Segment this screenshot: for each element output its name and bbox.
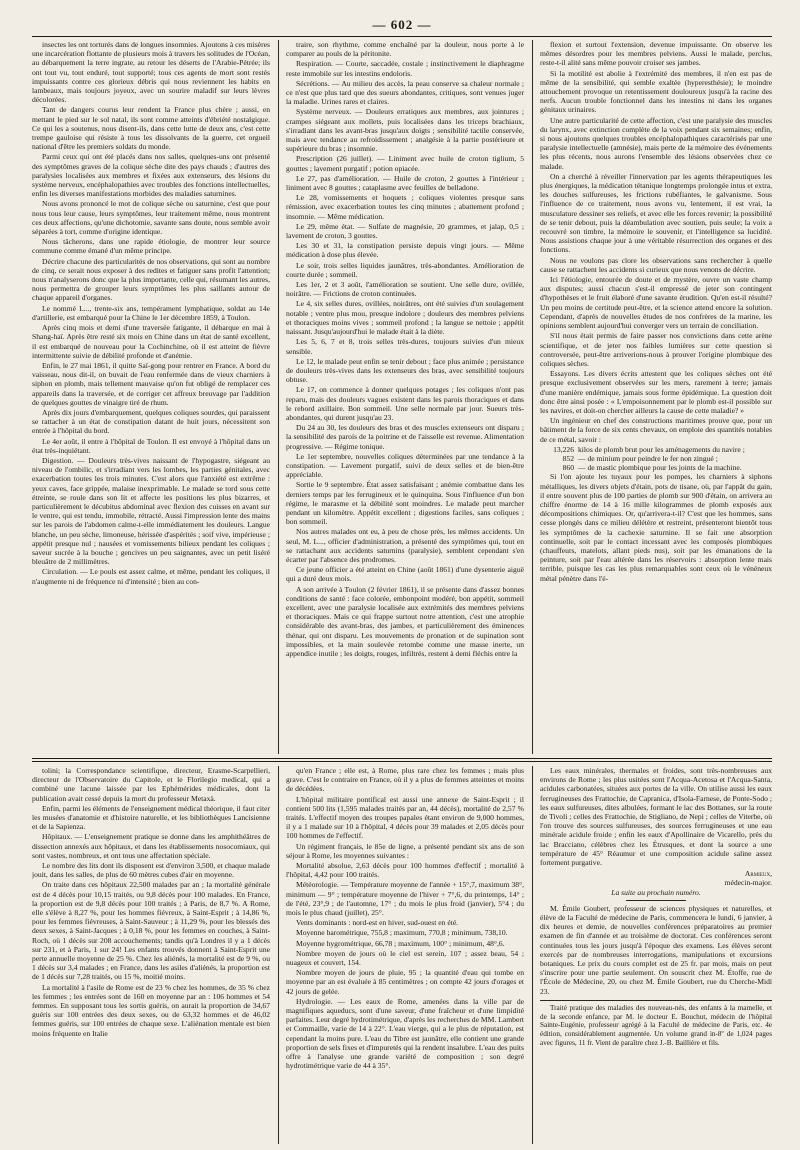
paragraph: Les 1er, 2 et 3 août, l'amélioration se soutient. Une selle dure, ovillée, noirâtre. — Frictions de croton continuées. xyxy=(286,280,524,299)
paragraph: Nous ne voulons pas clore les observations sans rechercher à quelle cause se rattachent les accidents si curieux que nous venons de décrire. xyxy=(540,255,772,274)
paragraph: Si la motilité est abolie à l'extrémité des membres, il n'en est pas de même de la sensibilité, qui semble exaltée (hyperesthésie); le moindre attouchement provoque un retentissement douloureux jusqu'à la racine des nerfs. Aucun trouble fonctionnel dans les intestins ni dans les organes génitaux urinaires. xyxy=(540,68,772,115)
lead-quantity: 13,226 xyxy=(553,444,574,454)
paragraph: Le 29, même état. — Sulfate de magnésie, 20 grammes, et jalap, 0,5 ; lavement de croton, 3 gouttes. xyxy=(286,221,524,241)
paragraph: A son arrivée à Toulon (2 février 1861), il se présente dans d'assez bonnes conditions de santé : face colorée, embonpoint modéré, bon appétit, sommeil excellent, avec une paralysie localisée aux extrémités des membres pelviens et thoraciques. Mais ce qui frappe surtout notre attention, c'est une atrophie considérable des avant-bras, des jambes, et particulièrement des éminences thénar, qui ont disparu. Les mouvements de pronation et de supination sont impossibles, et la main soulevée retombe comme une masse inerte, un appendice inutile ; les doigts, rouges, infiltrés, restent à demi fléchis entre la xyxy=(286,584,524,658)
paragraph: Enfin, parmi les éléments de l'enseignement médical théorique, il faut citer les musées d'anatomie et d'histoire naturelle, et les bibliothèques Lancisienne et de la Sapienza. xyxy=(32,803,270,832)
paragraph: Un régiment français, le 85e de ligne, a présenté pendant six ans de son séjour à Rome, les moyennes suivantes : xyxy=(286,841,524,860)
paragraph: Le 12, le malade peut enfin se tenir debout ; face plus animée ; persistance de douleurs très-vives dans les extenseurs des bras, avec sensibilité toujours obtuse. xyxy=(286,356,524,385)
lead-description: — de minium pour peindre le fer non zingué ; xyxy=(578,453,718,463)
column-3-bottom xyxy=(540,766,772,1144)
paragraph: qu'en France ; elle est, à Rome, plus rare chez les femmes ; mais plus grave. C'est le contraire en France, où il y a plus de femmes atteintes et moins de décédées. xyxy=(286,766,524,794)
paragraph: Météorologie. — Température moyenne de l'année + 15°,7, maximum 38°, minimum — 9° ; température moyenne de l'hiver + 7°,6, du printemps, 14° ; de l'été, 23°,9 ; de l'automne, 17° ; du mois le plus froid (janvier), 5°4 ; du mois le plus chaud (juillet), 25°. xyxy=(286,880,524,918)
lead-quantity: 852 xyxy=(562,453,574,463)
lead-description: kilos de plomb brut pour les aménagements du navire ; xyxy=(578,444,745,454)
paragraph: Mortalité absolue, 2,63 décès pour 100 hommes d'effectif ; mortalité à l'hôpital, 4,42 pour 100 traités. xyxy=(286,861,524,880)
paragraph: flexion et surtout l'extension, devenue impuissante. On observe les mêmes désordres pour les membres pelviens. Aussi le malade, perclus, reste-t-il alité sans même pouvoir croiser ses jambes. xyxy=(540,40,772,68)
paragraph: Parmi ceux qui ont été placés dans nos salles, quelques-uns ont présenté des symptômes graves de la colique sèche dite des pays chauds ; d'autres des paralysies localisées aux membres et fixées aux extenseurs, des lésions du système nerveux, encéphalopathies avec troubles des fonctions intellectuelles, enfin les diverses manifestations morbides des maladies saturnines. xyxy=(32,152,270,199)
paragraph: Hydrologie. — Les eaux de Rome, amenées dans la ville par de magnifiques aqueducs, sont d'une saveur, d'une fraîcheur et d'une limpidité parfaites. Leur degré hydrotimétrique, d'après les recherches de MM. Lambert et Commaille, varie de 14 à 22°. L'eau vierge, qui a le plus de réputation, est cependant la moins pure. L'eau du Tibre est jaunâtre, elle contient une grande proportion de sels fixes et d'impuretés qui la rendent insalubre. L'eau des puits offre à l'analyse une grande variété de composition ; son degré hydrotimétrique varie de 44 à 35°. xyxy=(286,996,524,1071)
paragraph: Du 24 au 30, les douleurs des bras et des muscles extenseurs ont disparu ; la sensibilité des parois de la poitrine et de l'aisselle est revenue. Alimentation progressive. — Régime tonique. xyxy=(286,423,524,451)
notice-divider xyxy=(626,900,686,901)
paragraph: Le 4, six selles dures, ovillées, noirâtres, ont été suivies d'un soulagement notable ; ventre plus mou, presque indolore ; douleurs des membres pelviens et thoraciques moins vives ; sommeil profond ; la langue se nettoie ; appétit naissant. Jusqu'aujourd'hui le malade était à la diète. xyxy=(286,299,524,337)
paragraph: Enfin, le 27 mai 1861, il quitte Saï-gong pour rentrer en France. A bord du vaisseau, nous dit-il, on buvait de l'eau renfermée dans de vieux charniers à siphon en plomb, mais tellement mauvaise qu'on fut obligé de remplacer ces appareils dans la traversée, et de corriger cet affreux breuvage par l'addition de quelques gouttes de vinaigre tiré de rhum. xyxy=(32,360,270,407)
paragraph: Digestion. — Douleurs très-vives naissant de l'hypogastre, siégeant au niveau de l'ombilic, et s'irradiant vers les lombes, les parties génitales, avec exacerbation toutes les trois minutes. C'est alors que l'anxiété est extrême : yeux caves, face grippée, malaise inexprimable. Le malade se tord sous cette étreinte, se roule dans son lit et affecte les positions les plus bizarres, et particulièrement le décubitus abdominal avec flexion des cuisses en avant sur le ventre, qui est tendu, immobile, rétracté. Aussi l'impression lente des mains sur les parois de l'abdomen calme-t-elle immédiatement les douleurs. Langue blanche, un peu sèche, limoneuse, hérissée d'aspérités ; soif vive, impérieuse ; appétit presque nul ; nausées et vomissements bilieux pendant les coliques ; saveur sucrée à la bouche ; gencives un peu saignantes, avec un petit liséré bleuâtre de 2 millimètres. xyxy=(32,455,270,567)
column-rule xyxy=(278,40,279,754)
column-1-bottom xyxy=(32,766,270,1144)
paragraph: Le 1er septembre, nouvelles coliques déterminées par une tendance à la constipation. — Lavement purgatif, suivi de deux selles et de bien-être appréciable. xyxy=(286,451,524,480)
page-header xyxy=(32,14,772,37)
paragraph: Décrire chacune des particularités de nos observations, qui sont au nombre de cinq, ce serait nous exposer à des redites et fatiguer sans profit l'attention; nous n'analyserons donc que la plus importante, celle qui, résumant les autres, nous permettra de grouper leurs symptômes les plus saillants autour de chaque appareil d'organes. xyxy=(32,256,270,303)
column-2-bottom xyxy=(286,766,524,1144)
paragraph: Prescription (26 juillet). — Liniment avec huile de croton tiglium, 5 gouttes ; lavement purgatif ; potion opiacée. xyxy=(286,154,524,173)
course-notice: M. Émile Goubert, professeur de sciences physiques et naturelles, et élève de la Faculté de médecine de Paris, commencera le lundi, 6 janvier, à dix heures et demie, de nouvelles conférences préparatoires au premier examen de fin d'année et au troisième de doctorat. Ces conférences seront continuées tous les jours jusqu'à l'époque des examens. Les élèves seront exercés par de nombreuses interrogations, manipulations et excursions botaniques. Le prix du cours complet est de 25 fr. par mois, mais on peut s'inscrire pour une partie seulement. On souscrit chez M. Étoffe, rue de l'École de Médecine, 20, ou chez M. Émile Goubert, rue du Cherche-Midi 23. xyxy=(540,903,772,996)
paragraph: Une autre particularité de cette affection, c'est une paralysie des muscles du larynx, avec extinction complète de la voix pendant six semaines; enfin, si nous ajoutons quelques troubles encéphalopathiques caractérisés par une paralysie intellectuelle (amnésie), mais perte de la mémoire des événements les plus récents, nous aurons l'ensemble des lésions observées chez ce malade. xyxy=(540,115,772,171)
paragraph: Essayons. Les divers écrits attestent que les coliques sèches ont été presque exclusivement observées sur les mers, rarement à terre; jamais d'une manière endémique, jamais sous forme épidémique. La question doit donc être ainsi posée : « L'empoisonnement par le plomb est-il possible sur les navires, et doit-on chercher ailleurs la cause de cette maladie? » xyxy=(540,369,772,415)
lead-description: — de mastic plombique pour les joints de la machine. xyxy=(578,463,742,473)
column-rule xyxy=(532,766,533,1144)
paragraph: Circulation. — Le pouls est assez calme, et même, pendant les coliques, il n'augmente ni de fréquence ni d'intensité ; bien au con- xyxy=(32,567,270,586)
paragraph: L'hôpital militaire pontifical est aussi une annexe de Saint-Esprit ; il contient 500 lits (1,595 malades traités par an, 44 décès), mortalité de 2,57 % traités. L'effectif moyen des troupes papales étant environ de 9,000 hommes, il y a 1 malade sur 10 à l'hôpital, 4 décès pour 39 malades et 2,05 décès pour 100 hommes de l'effectif. xyxy=(286,794,524,841)
notice-divider xyxy=(540,1000,772,1001)
column-2-top xyxy=(286,40,524,754)
paragraph: Moyenne hygrométrique, 66,78 ; maximum, 100° ; minimum, 48°,6. xyxy=(296,938,505,948)
paragraph: S'il nous était permis de faire passer nos convictions dans cette arène scientifique, et de jeter nos faibles lumières sur cette question si controversée, peut-être arriverions-nous à prouver l'origine plombique des coliques sèches. xyxy=(540,331,772,368)
paragraph: Après cinq mois et demi d'une traversée fatigante, il débarque en mai à Shang-haï. Après être resté six mois en Chine dans un état de santé excellent, il est embarqué de nouveau pour la Cochinchine, où il est atteint de fièvre intermittente suivie de débilité profonde et d'anémie. xyxy=(32,323,270,360)
continued-note: La suite au prochain numéro. xyxy=(611,887,701,897)
paragraph: Vents dominants : nord-est en hiver, sud-ouest en été. xyxy=(296,918,459,928)
paragraph: Respiration. — Courte, saccadée, costale ; instinctivement le diaphragme reste immobile sur les intestins endoloris. xyxy=(286,59,524,78)
paragraph: Un ingénieur en chef des constructions maritimes prouve que, pour un bâtiment de la force de six cents chevaux, on emploie des quantités notables de ce métal, savoir : xyxy=(540,416,772,444)
lead-quantity: 860 xyxy=(562,463,574,473)
paragraph: La mortalité à l'asile de Rome est de 23 % chez les hommes, de 35 % chez les femmes ; les entrées sont de 160 en moyenne par an : 106 hommes et 54 femmes. En supposant tous les sortis guéris, on aurait la proportion de 34,67 guéris sur 100 entrées des deux sexes, ou de 63,32 hommes et de 46,02 femmes guéris, sur 100 entrées de chaque sexe. L'aliénation mentale est bien moins fréquente en Italie xyxy=(32,982,270,1038)
paragraph: Le 17, on commence à donner quelques potages ; les coliques n'ont pas reparu, mais des douleurs vagues existent dans les parois thoraciques et dans le rebord axillaire. Bon sommeil. Une selle normale par jour. Sueurs très-abondantes, qui durent jusqu'au 23. xyxy=(286,385,524,422)
paragraph: Le 28, vomissements et hoquets ; coliques violentes presque sans rémission, avec exacerbation toutes les cinq minutes ; abattement profond ; insomnie. — Même médication. xyxy=(286,193,524,221)
column-3-top xyxy=(540,40,772,754)
author-signature xyxy=(540,869,772,887)
column-rule xyxy=(532,40,533,754)
author-title: médecin-major. xyxy=(724,878,772,888)
paragraph: Les 30 et 31, la constipation persiste depuis vingt jours. — Même médication à dose plus élevée. xyxy=(286,241,524,260)
paragraph: traire, son rhythme, comme enchaîné par la douleur, nous porte à le comparer au pouls de la péritonite. xyxy=(286,40,524,59)
column-rule xyxy=(278,766,279,1144)
column-1-top xyxy=(32,40,270,754)
author-name: Armieux, xyxy=(744,869,772,879)
paragraph: Le nombre des lits dont ils disposent est d'environ 3,500, et chaque malade jouit, dans les salles, de plus de 60 mètres cubes d'air en moyenne. xyxy=(32,861,270,880)
book-notice: Traité pratique des maladies des nouveau-nés, des enfants à la mamelle, et de la seconde enfance, par M. le docteur E. Bouchut, médecin de l'hôpital Sainte-Eugénie, professeur agrégé à la Faculté de médecine de Paris, etc. 4e édition, considérablement augmentée. Un volume grand in-8º de 1,024 pages avec figures, 11 fr. Vient de paraître chez J.-B. Baillière et fils. xyxy=(540,1003,772,1048)
paragraph: Nous avons prononcé le mot de colique sèche ou saturnine, c'est que pour nous tous leur cause, leurs symptômes, leur traitement même, nous montrent ces deux affections, qu'une dichotomie, savante sans doute, nous semble avoir séparées à tort, comme d'origine identique. xyxy=(32,199,270,237)
paragraph: Nombre moyen de jours de pluie, 95 ; la quantité d'eau qui tombe en moyenne par an est évaluée à 85 centimètres ; on compte 42 jours d'orages et 42 jours de gelée. xyxy=(286,968,524,996)
paragraph: Nombre moyen de jours où le ciel est serein, 107 ; assez beau, 54 ; nuageux et couvert, 154. xyxy=(286,948,524,968)
paragraph: Ce jeune officier a été atteint en Chine (août 1861) d'une dysenterie aiguë qui a duré deux mois. xyxy=(286,565,524,584)
paragraph: Nous tâcherons, dans une rapide étiologie, de montrer leur source commune comme émané d'un même principe. xyxy=(32,237,270,256)
page-number: — 602 — xyxy=(372,17,432,32)
paragraph: Après dix jours d'embarquement, quelques coliques sourdes, qui paraissent se rattacher à un état de constipation datant de huit jours, nécessitent son entrée à l'hôpital du bord. xyxy=(32,407,270,436)
paragraph: Le 4er août, il entre à l'hôpital de Toulon. Il est envoyé à l'hôpital dans un état très-inquiétant. xyxy=(32,436,270,455)
paragraph: Moyenne barométrique, 755,8 ; maximum, 770,8 ; minimum, 738,10. xyxy=(296,928,508,938)
paragraph: Le soir, trois selles liquides jaunâtres, très-abondantes. Amélioration de courte durée ; sommeil. xyxy=(286,260,524,279)
paragraph: insectes les ont torturés dans de longues insomnies. Ajoutons à ces misères une incarcération flottante de plusieurs mois à travers les solitudes de l'Océan, au débarquement la terre ingrate, au retour les déserts de l'Arabie-Pétrée; ils ont tout vu, tout enduré, tout supporté; tous ces agents de mort sont restés impuissants contre ces glorieux débris qui nous reviennent les habits en lambeaux, mais toujours joyeux, avec un sourire maladif sur leurs lèvres décolorées. xyxy=(32,40,270,105)
lead-quantity-row xyxy=(540,454,772,463)
paragraph: Système nerveux. — Douleurs erratiques aux membres, aux jointures ; crampes siégeant aux mollets, puis localisées dans les triceps brachiaux, s'irradiant dans les avant-bras jusqu'aux doigts ; sensibilité tactile conservée, mais avec tendance au refroidissement ; analgésie à la partie postérieure et supérieure du bras ; insomnie. xyxy=(286,107,524,154)
paragraph: Les eaux minérales, thermales et froides, sont très-nombreuses aux environs de Rome ; les plus usitées sont l'Acqua-Acetosa et l'Acqua-Santa, acidules carbonatées, situées aux portes de la ville. On utilise aussi les eaux ferrugineuses des Frattochie, de Capranica, d'Isola-Farnese, de Ponte-Sodo ; les eaux sulfureuses, dites albulées, formant le lac des Bottanes, sur la route de Tivoli ; celles des Frattochie, de Stigliano, de Nepi ; celles de Viterbe, où l'on trouve des sources sulfureuses, des sources ferrugineuses et une eau minérale acidule froide ; enfin les eaux d'Apollinaire de Vicarello, près du lac Bracciano, célèbres chez les Étrusques, et dont la source a une température de 45° Réaumur et une composition acidule saline assez fortement purgative. xyxy=(540,766,772,868)
paragraph: Sécrétions. — Au milieu des accès, la peau conserve sa chaleur normale ; ce n'est que plus tard que des sueurs abondantes, critiques, sont venues juger la maladie. Urines rares et claires. xyxy=(286,78,524,107)
paragraph: Ici l'étiologie, entourée de doute et de mystère, ouvre un vaste champ aux disputes; aussi chacun s'est-il empressé de jeter son contingent d'hypothèses et le fruit élaboré d'une savante érudition. Qu'en est-il résulté? Un peu moins de certitude peut-être, et la science attend encore la solution. Cependant, d'après de nouvelles études de nos confrères de la marine, les opinions semblent aujourd'hui converger vers un terrain de conciliation. xyxy=(540,275,772,331)
paragraph: Sortie le 9 septembre. État assez satisfaisant ; anémie combattue dans les derniers temps par les ferrugineux et le quinquina. Sous l'influence d'un bon régime, le marasme et la débilité sont moindres. Le malade peut marcher pendant un kilomètre. Appétit excellent ; digestions faciles, sans coliques ; bon sommeil. xyxy=(286,480,524,527)
section-divider xyxy=(32,761,772,762)
paragraph: Le 27, pas d'amélioration. — Huile de croton, 2 gouttes à l'intérieur ; liniment avec 8 gouttes ; cataplasme avec feuilles de belladone. xyxy=(286,173,524,193)
paragraph: Les 5, 6, 7 et 8, trois selles très-dures, toujours suivies d'un mieux sensible. xyxy=(286,337,524,356)
paragraph: Si l'on ajoute les tuyaux pour les pompes, les charniers à siphons métalliques, les divers objets d'étain, pots de tisane, où, par l'appât du gain, il entre souvent plus de 100 parties de plomb sur 900 d'étain, on arrivera au chiffre énorme de 14 à 16 mille kilogrammes de plomb exposés aux décompositions chimiques. Or, qu'arrivera-t-il? C'est que les hommes, sans cesse plongés dans ce milieu délétère et restreint, présenteront bientôt tous les symptômes de la cachexie saturnine. Il se fait une absorption continuelle, soit par le contact incessant avec les composés plombiques (chauffeurs, matelots, allant pieds nus), soit par les émanations de la peinture, soit par l'eau altérée dans les réservoirs : absorption lente mais terrible, puisque les cas les plus remarquables sont ceux où le vénéneux métal pénètre dans l'é- xyxy=(540,472,772,583)
paragraph: On traite dans ces hôpitaux 22,500 malades par an ; la mortalité générale est de 4 décès pour 10,15 traités, ou 9,8 décès pour 100 malades. En France, la proportion est de 9,8 décès pour 100 traités ; à Paris, de 8,7 %. A Rome, elle s'élève à 8,27 %, pour les hommes fiévreux, à Saint-Esprit ; à 14,86 %, pour les femmes fiévreuses, à Saint-Sauveur ; à 11,29 %, pour les blessés des deux sexes, à Saint-Jacques ; à 0,18 %, pour les femmes en couches, à Saint-Roch, où 1 décès sur 208 accouchements; tandis qu'à Londres il y a 1 décès sur 231, et à Paris, 1 sur 24! Les enfants trouvés donnent à Saint-Esprit une perte annuelle moyenne de 25 %. Chez les aliénés, la mortalité est de 9 %, ou 1 décès sur 3,4 malades ; en France, dans les asiles d'aliénés, la proportion est de 1 décès sur 7,28 traités, ou 15 %, moitié moins. xyxy=(32,880,270,982)
paragraph: Le nommé L..., trente-six ans, tempérament lymphatique, soldat au 14e d'artillerie, est embarqué pour la Chine le 1er décembre 1859, à Toulon. xyxy=(32,303,270,322)
paragraph: Hôpitaux. — L'enseignement pratique se donne dans les amphithéâtres de dissection annexés aux hôpitaux, et dans les établissements nosocomiaux, qui sont vastes, nombreux, et ont tous une affectation spéciale. xyxy=(32,832,270,860)
lead-quantity-row xyxy=(540,463,772,472)
paragraph: Nos autres malades ont eu, à peu de chose près, les mêmes accidents. Un seul, M. L..., officier d'administration, a présenté des symptômes qui, tout en se rattachant aux accidents saturnins (paralysie), semblent cependant s'en écarter par l'absence des prodromes. xyxy=(286,527,524,564)
paragraph: On a cherché à réveiller l'innervation par les agents thérapeutiques les plus énergiques, la médication tétanique longtemps prolongée intus et extra, les douches sulfureuses, les frictions rubéfiantes, le galvanisme. Sous l'influence de ce traitement, nous avons vu, lentement, il est vrai, la musculature dessiner ses reliefs, et avec elle les forces revenir; la possibilité de se tenir debout, puis la déambulation avec soutien, puis seule; la voix a recouvré son timbre, la mémoire le souvenir, et l'intelligence sa lucidité. Nous assistions chaque jour à une véritable résurrection des organes et des fonctions. xyxy=(540,171,772,255)
section-divider xyxy=(32,758,772,759)
paragraph: tolini; la Correspondance scientifique, directeur, Erasme-Scarpellieri, directeur de l'Observatoire du Capitole, et le Florilegio medical, qui a combiné une lacune laissée par les Ephémérides médicales, dont la publication avait cessé depuis la mort du professeur Metaxà. xyxy=(32,766,270,803)
paragraph: Tant de dangers courus leur rendent la France plus chère ; aussi, en mettant le pied sur le sol natal, ils sont comme atteints d'ébriété nostalgique. Ce qui les a soutenus, nous disent-ils, dans cette lutte de deux ans, c'est cette trempe gauloise qui résiste à tous les dissolvants de la guerre, cet orgueil national d'être les premiers soldats du monde. xyxy=(32,105,270,152)
lead-quantity-row xyxy=(540,445,772,454)
